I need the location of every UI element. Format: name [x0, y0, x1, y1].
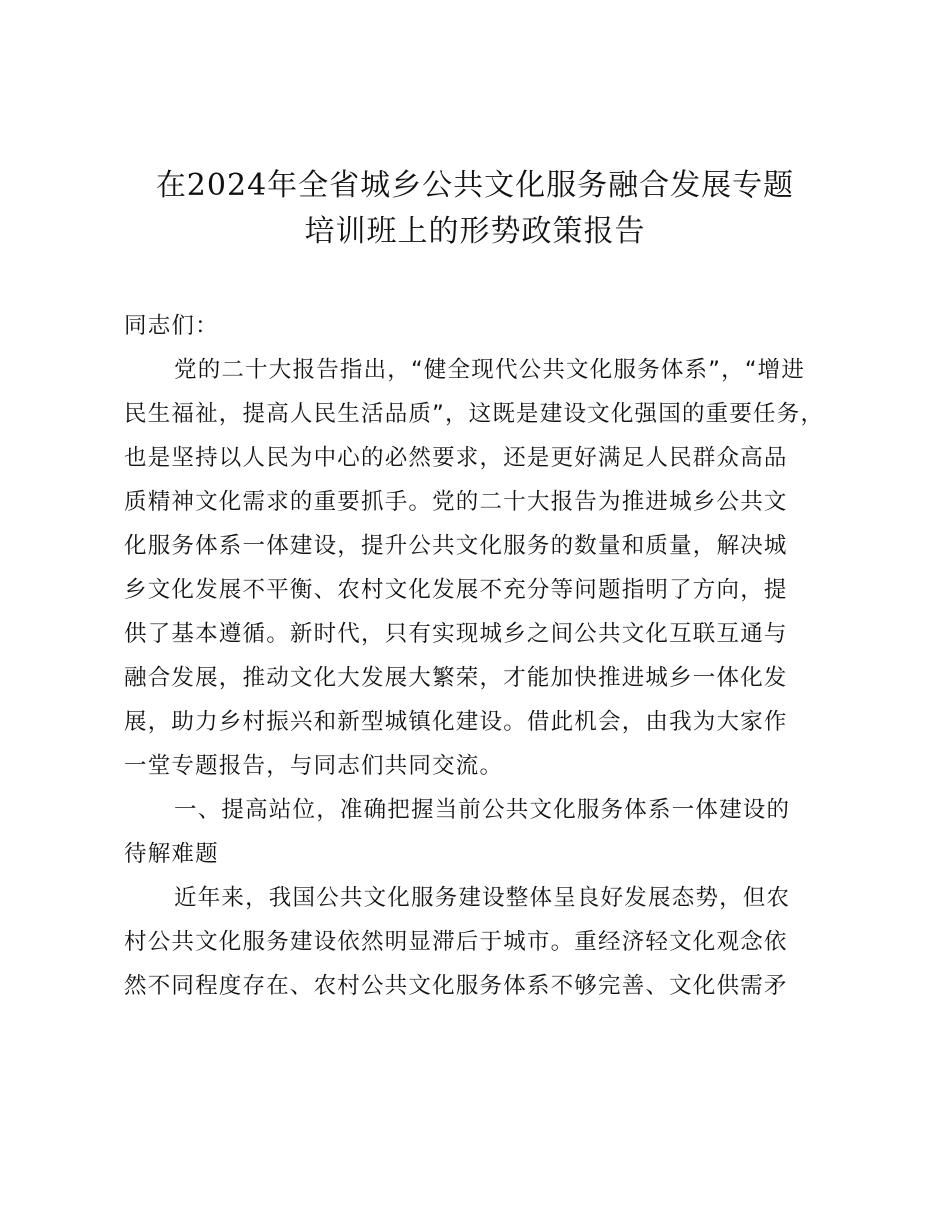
paragraph-line: 一堂专题报告，与同志们共同交流。: [124, 753, 504, 779]
paragraph-line: 供了基本遵循。新时代，只有实现城乡之间公共文化互联互通与: [124, 621, 788, 647]
document-body: [124, 304, 836, 1008]
salutation: 同志们：: [124, 313, 219, 339]
section-heading-line: 一、提高站位，准确把握当前公共文化服务体系一体建设的: [174, 797, 791, 823]
paragraph-line: 质精神文化需求的重要抓手。党的二十大报告为推进城乡公共文: [124, 489, 788, 515]
paragraph-line: 也是坚持以人民为中心的必然要求，还是更好满足人民群众高品: [124, 445, 788, 471]
document-title-line-1: 在2024年全省城乡公共文化服务融合发展专题: [155, 168, 795, 203]
document-title-line-2: 培训班上的形势政策报告: [304, 214, 646, 249]
paragraph-line: 融合发展，推动文化大发展大繁荣，才能加快推进城乡一体化发: [124, 665, 788, 691]
paragraph-line: 化服务体系一体建设，提升公共文化服务的数量和质量，解决城: [124, 533, 788, 559]
paragraph-line: 展，助力乡村振兴和新型城镇化建设。借此机会，由我为大家作: [124, 709, 788, 735]
paragraph-line: 村公共文化服务建设依然明显滞后于城市。重经济轻文化观念依: [124, 929, 788, 955]
paragraph-line: 近年来，我国公共文化服务建设整体呈良好发展态势，但农: [174, 885, 791, 911]
paragraph-line: 然不同程度存在、农村公共文化服务体系不够完善、文化供需矛: [124, 973, 788, 999]
paragraph-line: 乡文化发展不平衡、农村文化发展不充分等问题指明了方向，提: [124, 577, 788, 603]
section-heading-line: 待解难题: [124, 841, 219, 867]
paragraph-line: 民生福祉，提高人民生活品质”，这既是建设文化强国的重要任务，: [124, 401, 825, 427]
paragraph-line: 党的二十大报告指出，“健全现代公共文化服务体系”，“增进: [174, 357, 806, 383]
